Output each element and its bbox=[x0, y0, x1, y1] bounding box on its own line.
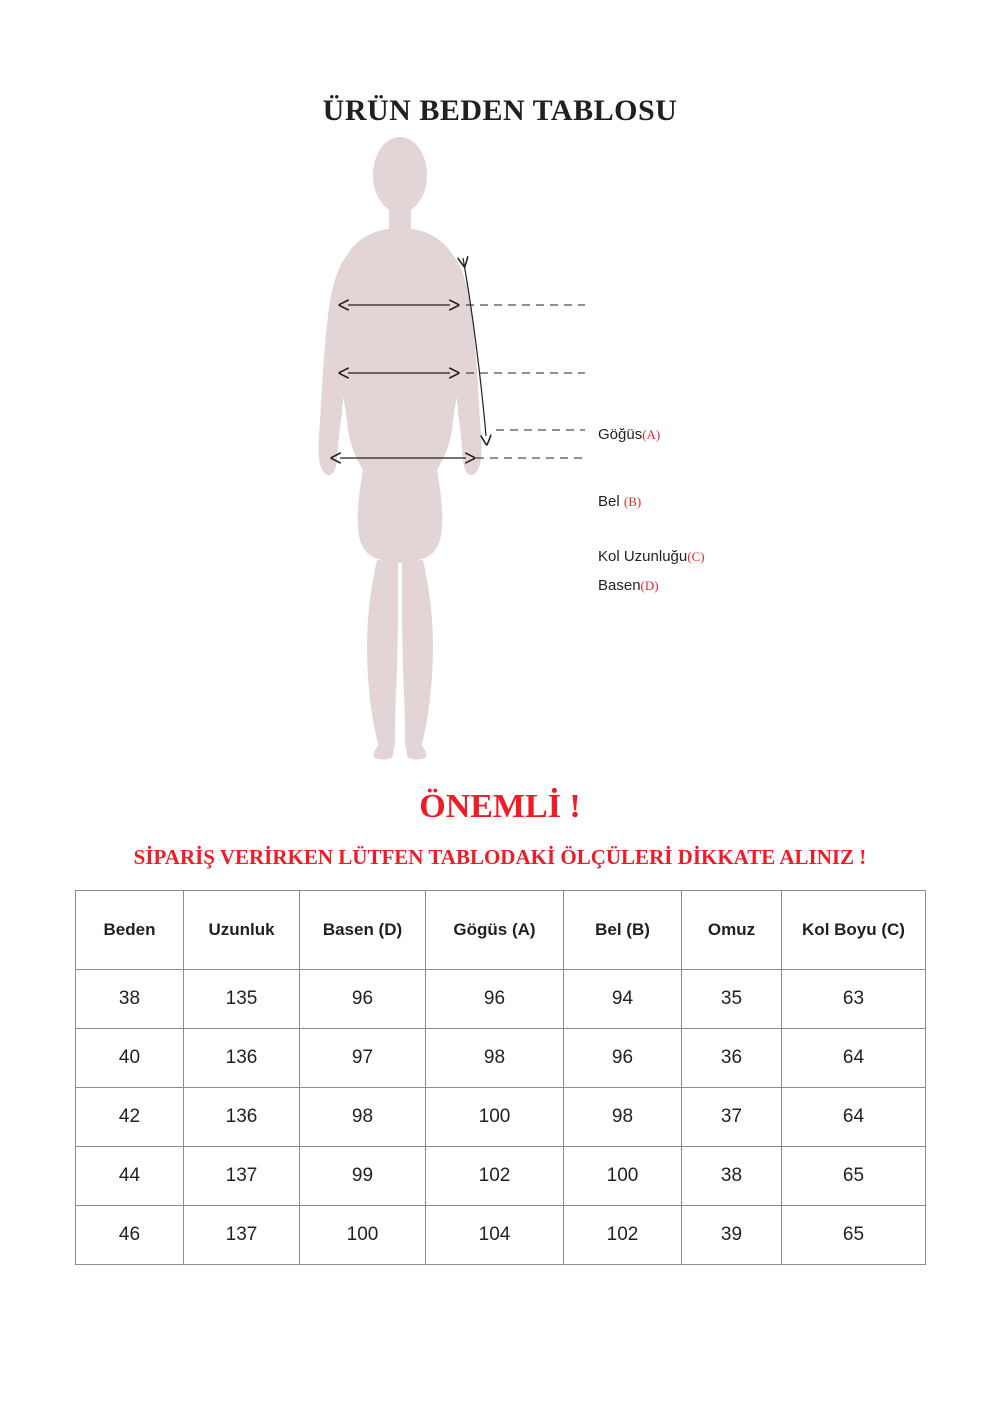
table-header-beden: Beden bbox=[76, 891, 184, 970]
measurement-label-basen-text: Basen bbox=[598, 577, 641, 594]
table-header-uzunluk: Uzunluk bbox=[184, 891, 300, 970]
measurement-label-kol-text: Kol Uzunluğu bbox=[598, 548, 688, 565]
table-row bbox=[76, 1029, 926, 1088]
table-row bbox=[76, 970, 926, 1029]
cell-omuz: 35 bbox=[682, 970, 782, 1029]
cell-basen: 99 bbox=[300, 1147, 426, 1206]
cell-gogus: 96 bbox=[426, 970, 564, 1029]
measurement-label-kol-uzunlugu bbox=[598, 548, 705, 565]
cell-gogus: 98 bbox=[426, 1029, 564, 1088]
cell-omuz: 36 bbox=[682, 1029, 782, 1088]
measurement-code-b: (B) bbox=[623, 494, 642, 509]
cell-bel: 96 bbox=[564, 1029, 682, 1088]
cell-uzunluk: 136 bbox=[184, 1029, 300, 1088]
cell-gogus: 104 bbox=[426, 1206, 564, 1265]
table-row bbox=[76, 1088, 926, 1147]
cell-bel: 100 bbox=[564, 1147, 682, 1206]
female-silhouette bbox=[285, 130, 515, 760]
table-row bbox=[76, 1206, 926, 1265]
cell-gogus: 100 bbox=[426, 1088, 564, 1147]
size-table bbox=[75, 890, 926, 1265]
cell-uzunluk: 136 bbox=[184, 1088, 300, 1147]
table-header-bel: Bel (B) bbox=[564, 891, 682, 970]
cell-basen: 100 bbox=[300, 1206, 426, 1265]
table-header-gogus: Gögüs (A) bbox=[426, 891, 564, 970]
table-row bbox=[76, 1147, 926, 1206]
table-header-row bbox=[76, 891, 926, 970]
cell-uzunluk: 137 bbox=[184, 1147, 300, 1206]
cell-kol-boyu: 64 bbox=[782, 1029, 926, 1088]
cell-kol-boyu: 65 bbox=[782, 1147, 926, 1206]
cell-beden: 44 bbox=[76, 1147, 184, 1206]
notice-subline: SİPARİŞ VERİRKEN LÜTFEN TABLODAKİ ÖLÇÜLERİ DİKKATE ALINIZ ! bbox=[133, 845, 867, 869]
cell-bel: 98 bbox=[564, 1088, 682, 1147]
cell-basen: 97 bbox=[300, 1029, 426, 1088]
measurement-label-basen bbox=[598, 577, 659, 594]
cell-omuz: 38 bbox=[682, 1147, 782, 1206]
cell-omuz: 37 bbox=[682, 1088, 782, 1147]
measurement-label-gogus bbox=[598, 426, 660, 443]
measurement-code-c: (C) bbox=[687, 549, 705, 564]
size-diagram bbox=[0, 130, 1000, 770]
page-title: ÜRÜN BEDEN TABLOSU bbox=[322, 94, 678, 128]
measurement-label-gogus-text: Göğüs bbox=[598, 426, 643, 443]
cell-bel: 102 bbox=[564, 1206, 682, 1265]
cell-beden: 42 bbox=[76, 1088, 184, 1147]
cell-kol-boyu: 65 bbox=[782, 1206, 926, 1265]
measurement-code-a: (A) bbox=[642, 427, 661, 442]
cell-basen: 98 bbox=[300, 1088, 426, 1147]
cell-kol-boyu: 63 bbox=[782, 970, 926, 1029]
cell-beden: 38 bbox=[76, 970, 184, 1029]
cell-kol-boyu: 64 bbox=[782, 1088, 926, 1147]
cell-uzunluk: 137 bbox=[184, 1206, 300, 1265]
notice-headline: ÖNEMLİ ! bbox=[419, 788, 581, 825]
cell-basen: 96 bbox=[300, 970, 426, 1029]
table-header-basen: Basen (D) bbox=[300, 891, 426, 970]
cell-gogus: 102 bbox=[426, 1147, 564, 1206]
cell-omuz: 39 bbox=[682, 1206, 782, 1265]
cell-beden: 40 bbox=[76, 1029, 184, 1088]
cell-bel: 94 bbox=[564, 970, 682, 1029]
table-header-kol-boyu: Kol Boyu (C) bbox=[782, 891, 926, 970]
cell-uzunluk: 135 bbox=[184, 970, 300, 1029]
table-header-omuz: Omuz bbox=[682, 891, 782, 970]
measurement-code-d: (D) bbox=[640, 578, 659, 593]
measurement-label-bel-text: Bel bbox=[598, 493, 624, 510]
measurement-label-bel bbox=[598, 493, 641, 510]
cell-beden: 46 bbox=[76, 1206, 184, 1265]
